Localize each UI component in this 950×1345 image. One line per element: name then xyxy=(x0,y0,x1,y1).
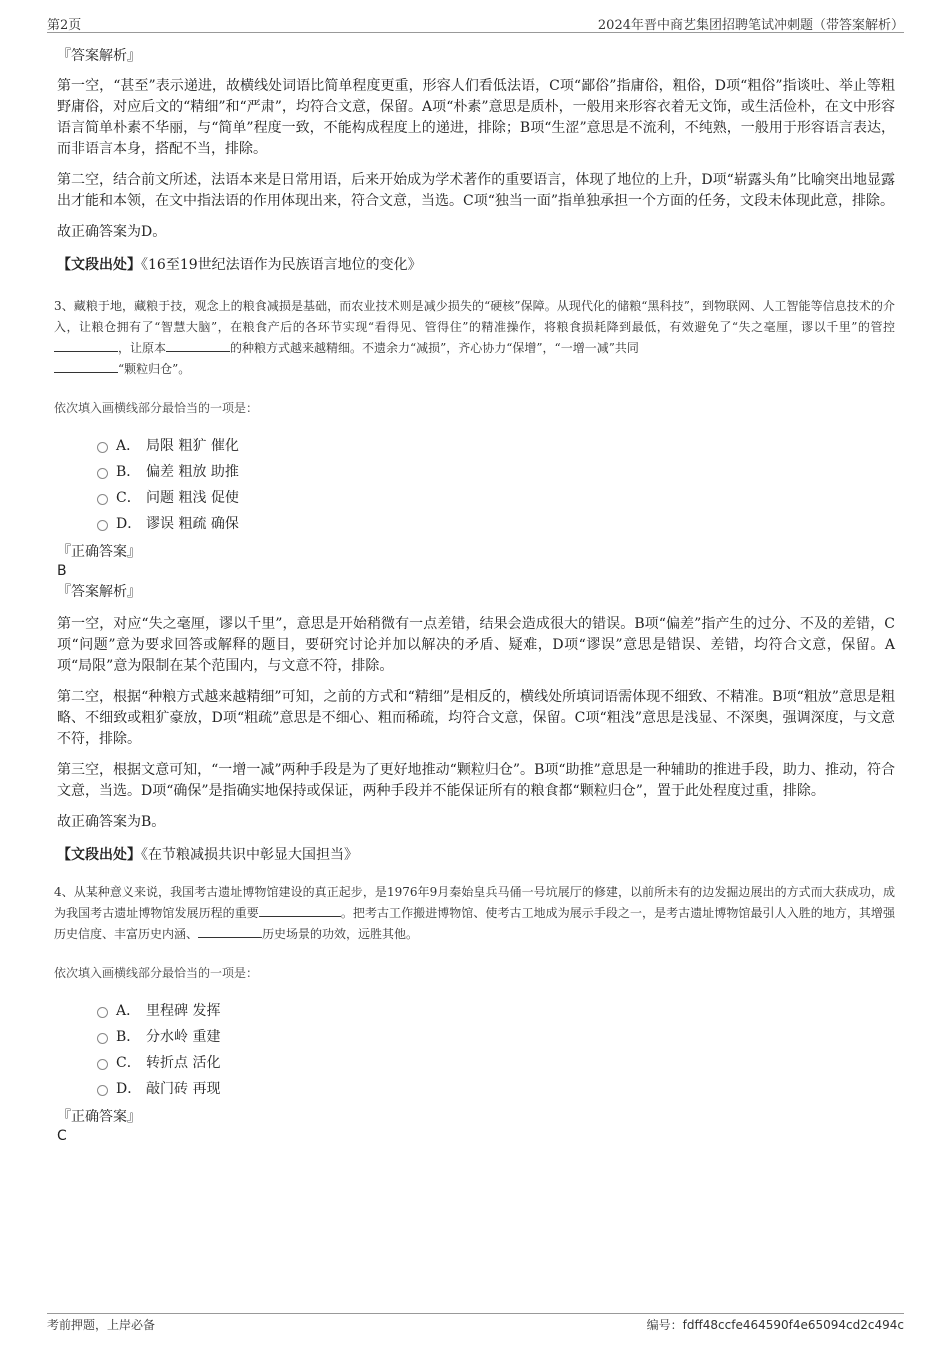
correct-answer-label: 『正确答案』 xyxy=(57,1109,141,1125)
analysis-paragraph: 第二空，结合前文所述，法语本来是日常用语，后来开始成为学术著作的重要语言，体现了地位的上升，D项“崭露头角”比喻突出地显露出才能和本领，在文中指法语的作用体现出来，符合文意，当选。C项“独当一面”指单独承担一个方面的任务，文段未体现此意，排除。 xyxy=(57,172,895,209)
source-label: 【文段出处】 xyxy=(57,847,141,863)
correct-answer-value: B xyxy=(57,563,67,579)
source-line xyxy=(57,845,895,866)
analysis-label: 『答案解析』 xyxy=(57,48,141,64)
radio-icon[interactable] xyxy=(97,442,108,453)
analysis-conclusion: 故正确答案为D。 xyxy=(57,224,167,240)
analysis-label: 『答案解析』 xyxy=(57,584,141,600)
document-title: 2024年晋中商艺集团招聘笔试冲刺题（带答案解析） xyxy=(597,18,904,33)
source-line xyxy=(57,255,895,276)
analysis-paragraph: 第三空，根据文意可知，“一增一减”两种手段是为了更好地推动“颗粒归仓”。B项“助推”意思是一种辅助的推进手段，助力、推动，符合文意，当选。D项“确保”是指确实地保持或保证，两种手段并不能保证所有的粮食都“颗粒归仓”，置于此处程度过重，排除。 xyxy=(57,762,895,799)
question-4 xyxy=(54,882,895,1145)
question-prompt: 依次填入画横线部分最恰当的一项是： xyxy=(54,401,259,415)
answer-blank xyxy=(54,359,118,373)
source-title: 《在节粮减损共识中彰显大国担当》 xyxy=(141,847,358,863)
question-3 xyxy=(54,296,895,866)
question-prompt: 依次填入画横线部分最恰当的一项是： xyxy=(54,966,259,980)
radio-icon[interactable] xyxy=(97,468,108,479)
correct-answer-label: 『正确答案』 xyxy=(57,544,141,560)
option-list xyxy=(97,997,895,1101)
document-code: 编号：fdff48ccfe464590f4e65094cd2c494c xyxy=(646,1318,904,1332)
analysis-paragraph: 第二空，根据“种粮方式越来越精细”可知，之前的方式和“精细”是相反的，横线处所填词语需体现不细致、不精准。B项“粗放”意思是粗略、不细致或粗犷豪放，D项“粗疏”意思是不细心、粗而稀疏，均符合文意，保留。C项“粗浅”意思是浅显、不深奥，强调深度，与文意不符，排除。 xyxy=(57,689,895,747)
radio-icon[interactable] xyxy=(97,494,108,505)
radio-icon[interactable] xyxy=(97,1059,108,1070)
answer-blank xyxy=(54,338,118,352)
radio-icon[interactable] xyxy=(97,1085,108,1096)
question-text: 4、从某种意义来说，我国考古遗址博物馆建设的真正起步，是1976年9月秦始皇兵马俑一号坑展厅的修建，以前所未有的边发掘边展出的方式而大获成功，成为我国考古遗址博物馆发展历程的重要 。把考古工作搬进博物馆、使考古工地成为展示手段之一，是考古遗址博物馆最引人入胜的地方，其增强历史信度、丰富历史内涵、 历史场景的功效，远胜其他。 xyxy=(54,885,895,941)
page-number: 第2页 xyxy=(47,18,82,33)
option-c[interactable]: C． 问题 粗浅 促使 xyxy=(97,484,895,510)
radio-icon[interactable] xyxy=(97,1007,108,1018)
source-label: 【文段出处】 xyxy=(57,257,141,273)
option-d[interactable]: D． 谬误 粗疏 确保 xyxy=(97,510,895,536)
radio-icon[interactable] xyxy=(97,520,108,531)
footer-slogan: 考前押题，上岸必备 xyxy=(47,1318,156,1332)
analysis-paragraph: 第一空，“甚至”表示递进，故横线处词语比简单程度更重，形容人们看低法语，C项“鄙俗”指庸俗，粗俗，D项“粗俗”指谈吐、举止等粗野庸俗，对应后文的“精细”和“严肃”，均符合文意，保留。A项“朴素”意思是质朴，一般用来形容衣着无文饰，或生活俭朴，在文中形容语言简单朴素不华丽，与“简单”程度一致，不能构成程度上的递进，排除；B项“生涩”意思是不流利，不纯熟，一般用于形容语言表达，而非语言本身，搭配不当，排除。 xyxy=(57,78,895,157)
option-a[interactable]: A． 局限 粗犷 催化 xyxy=(97,432,895,458)
correct-answer-value: C xyxy=(57,1128,67,1144)
option-list xyxy=(97,432,895,536)
page-content xyxy=(54,46,895,1145)
answer-blank xyxy=(166,338,230,352)
option-b[interactable]: B． 偏差 粗放 助推 xyxy=(97,458,895,484)
analysis-paragraph: 第一空，对应“失之毫厘，谬以千里”，意思是开始稍微有一点差错，结果会造成很大的错误。B项“偏差”指产生的过分、不及的差错，C项“问题”意为要求回答或解释的题目，要研究讨论并加以解决的矛盾、疑难，D项“谬误”意思是错误、差错，均符合文意，保留。A项“局限”意为限制在某个范围内，与文意不符，排除。 xyxy=(57,616,895,674)
answer-blank xyxy=(259,903,341,917)
source-title: 《16至19世纪法语作为民族语言地位的变化》 xyxy=(141,257,422,273)
page-footer xyxy=(47,1313,904,1336)
page-header xyxy=(47,12,904,33)
radio-icon[interactable] xyxy=(97,1033,108,1044)
option-b[interactable]: B． 分水岭 重建 xyxy=(97,1023,895,1049)
option-d[interactable]: D． 敲门砖 再现 xyxy=(97,1075,895,1101)
analysis-conclusion: 故正确答案为B。 xyxy=(57,814,166,830)
option-a[interactable]: A． 里程碑 发挥 xyxy=(97,997,895,1023)
answer-blank xyxy=(198,924,262,938)
question-text: 3、藏粮于地，藏粮于技，观念上的粮食减损是基础，而农业技术则是减少损失的“硬核”保障。从现代化的储粮“黑科技”，到物联网、人工智能等信息技术的介入，让粮仓拥有了“智慧大脑”，在粮食产后的各环节实现“看得见、管得住”的精准操作，将粮食损耗降到最低，有效避免了“失之毫厘，谬以千里”的管控，让原本 的种粮方式越来越精细。不遗余力“减损”，齐心协力“保增”，“一增一减”共同 “颗粒归仓”。 xyxy=(54,299,895,376)
option-c[interactable]: C． 转折点 活化 xyxy=(97,1049,895,1075)
